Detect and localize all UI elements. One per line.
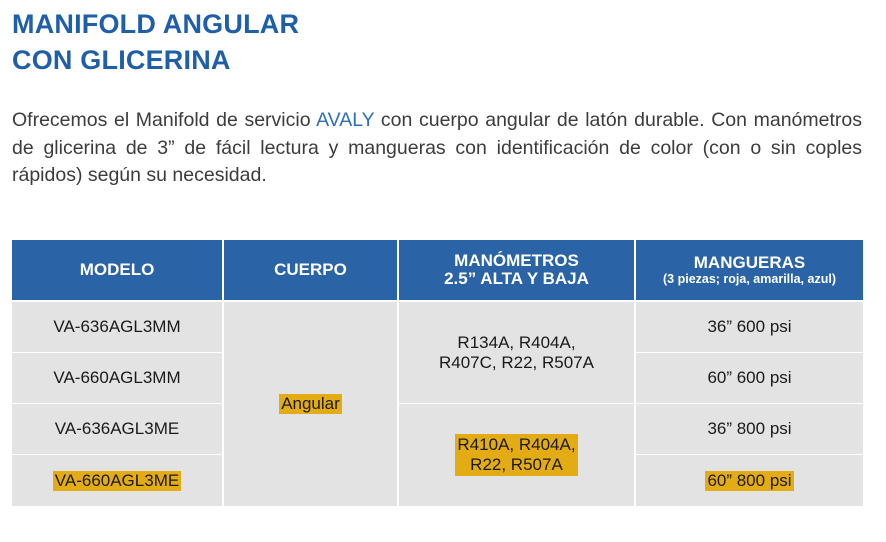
manometros-value-group-1: [439, 333, 594, 373]
mangueras-cell: [636, 455, 863, 506]
header-mangueras: [636, 240, 863, 302]
mangueras-value-highlighted: 60” 800 psi: [707, 470, 792, 490]
header-manometros-line-2: 2.5” ALTA Y BAJA: [444, 269, 589, 288]
product-description: [12, 107, 862, 190]
modelo-value: VA-660AGL3MM: [53, 368, 181, 387]
mangueras-cell: [636, 353, 863, 404]
page-title: [12, 6, 299, 78]
header-cuerpo: [224, 240, 397, 302]
modelo-value: VA-636AGL3ME: [54, 419, 180, 438]
manometros-line: R22, R507A: [470, 455, 563, 474]
header-manometros-line-1: MANÓMETROS: [454, 251, 579, 270]
cuerpo-value-highlighted: Angular: [281, 394, 340, 413]
models-table: [12, 240, 863, 506]
mangueras-value: 60” 600 psi: [707, 368, 792, 387]
header-cuerpo-label: CUERPO: [274, 260, 347, 279]
title-line-2: CON GLICERINA: [12, 45, 231, 75]
cuerpo-cell: [224, 302, 397, 506]
modelo-value: VA-636AGL3MM: [53, 317, 181, 336]
modelo-cell: [12, 404, 222, 455]
manometros-cell-group-2: [399, 404, 634, 506]
header-mangueras-line-2: (3 piezas; roja, amarilla, azul): [663, 272, 836, 286]
modelo-cell: [12, 302, 222, 353]
modelo-cell: [12, 455, 222, 506]
mangueras-cell: [636, 302, 863, 353]
manometros-cell-group-1: [399, 302, 634, 404]
manometros-line: R410A, R404A,: [457, 435, 576, 454]
modelo-cell: [12, 353, 222, 404]
mangueras-value: 36” 800 psi: [707, 419, 792, 438]
description-text-end: con cuerpo angular de latón durable. Con manómetros de glicerina de 3” de fácil lectura y mangueras con identificación de color (con o sin coples rápidos) según su necesidad.: [12, 109, 862, 186]
header-modelo-label: MODELO: [79, 260, 155, 279]
mangueras-cell: [636, 404, 863, 455]
title-line-1: MANIFOLD ANGULAR: [12, 9, 300, 39]
manometros-line: R134A, R404A,: [457, 332, 576, 352]
header-manometros: [399, 240, 634, 302]
modelo-value-highlighted: VA-660AGL3ME: [54, 470, 180, 490]
mangueras-value: 36” 600 psi: [707, 317, 792, 336]
manometros-line: R407C, R22, R507A: [439, 352, 594, 372]
manometros-value-group-2-highlighted: [455, 434, 577, 476]
header-mangueras-line-1: MANGUERAS: [693, 253, 806, 272]
brand-name: AVALY: [316, 109, 375, 131]
description-text-start: Ofrecemos el Manifold de servicio: [12, 109, 317, 131]
header-modelo: [12, 240, 222, 302]
